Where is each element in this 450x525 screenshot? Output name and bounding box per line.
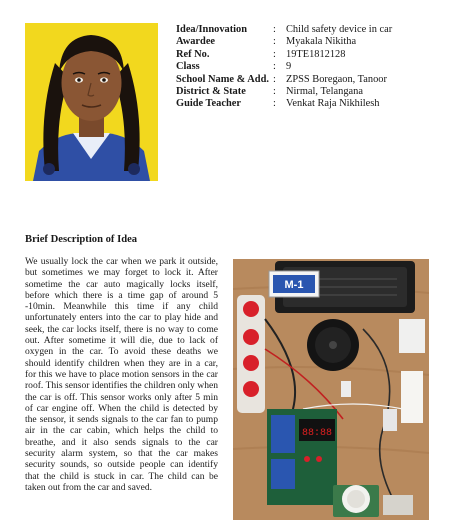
awardee-details: [176, 24, 444, 111]
detail-label: Guide Teacher: [176, 98, 241, 110]
detail-value: 9: [286, 61, 292, 73]
detail-row-guide: [176, 98, 444, 110]
portrait-illustration: [25, 23, 158, 181]
detail-value: Venkat Raja Nikhilesh: [286, 98, 380, 110]
detail-colon: :: [273, 73, 276, 85]
detail-colon: :: [273, 48, 276, 60]
timer-display: 88:88: [301, 428, 333, 439]
detail-label: Idea/Innovation: [176, 24, 248, 35]
project-prototype-photo: [233, 259, 429, 520]
detail-label: School Name & Add.: [176, 73, 269, 85]
detail-label: Class: [176, 61, 200, 73]
detail-value: 19TE1812128: [286, 48, 346, 60]
detail-colon: :: [273, 36, 276, 48]
detail-value: Nirmal, Telangana: [286, 86, 363, 98]
detail-colon: :: [273, 24, 276, 35]
detail-row-awardee: [176, 36, 444, 48]
detail-label: Ref No.: [176, 48, 210, 60]
detail-row-class: [176, 61, 444, 73]
detail-colon: :: [273, 86, 276, 98]
prototype-illustration: [233, 259, 429, 520]
detail-label: Awardee: [176, 36, 216, 48]
detail-value: Myakala Nikitha: [286, 36, 357, 48]
awardee-portrait: [25, 23, 158, 181]
detail-row-idea: [176, 24, 444, 36]
detail-value: Child safety device in car: [286, 24, 393, 35]
detail-colon: :: [273, 61, 276, 73]
detail-colon: :: [273, 98, 276, 110]
detail-label: District & State: [176, 86, 246, 98]
detail-value: ZPSS Boregaon, Tanoor: [286, 73, 387, 85]
description-text: We usually lock the car when we park it outside, but sometimes we may forget to lock it. After sometime the car auto magically locks itself, before which there is a time gap of around 5 -10min. Meanwhile this time if any child unfortunately enters into the car to play hide and seek, the car locks itself, there is no way to come out. After sometime it will die, due to lack of oxygen in the car. To avoid these deaths we should identify children when they are in a car, for this we have to place motion sensors in the car roof. This sensor identifies the children only when the car is off. This sensor works only after 5 min of car engine off. When the child is detected by the sensor, it sends signals to the car fan to pump air in the car cabin, which helps the child to breathe, and it also sends signals to the car security alarm system, so that the car makes security sounds, so outside people can identify that the child is stuck in car. The child can be taken out from the car and saved.: [25, 256, 218, 493]
module-label: M-1: [284, 279, 304, 291]
detail-row-ref-no: [176, 49, 444, 61]
description-heading: Brief Description of Idea: [25, 234, 138, 245]
detail-row-district: [176, 86, 444, 98]
detail-row-school: [176, 74, 444, 86]
